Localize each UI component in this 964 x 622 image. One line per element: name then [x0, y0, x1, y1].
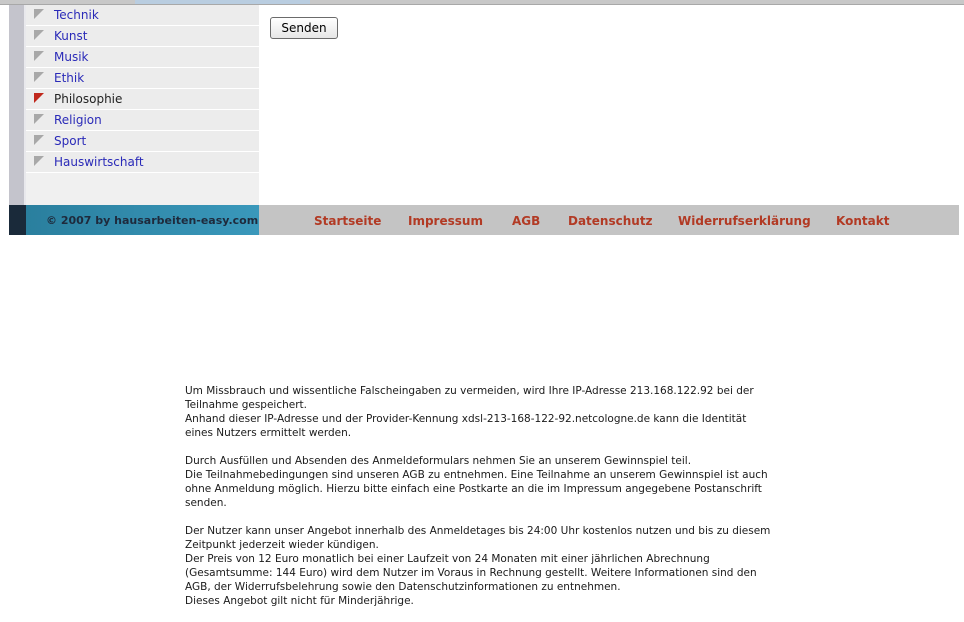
send-button[interactable]: Senden	[270, 17, 338, 39]
contest-paragraph	[185, 454, 785, 510]
footer-link-datenschutz[interactable]: Datenschutz	[568, 214, 653, 228]
sidebar-item-label[interactable]: Religion	[54, 113, 102, 127]
sidebar-item-ethik[interactable]	[26, 68, 259, 89]
sidebar-item-technik[interactable]	[26, 5, 259, 26]
footer-link-kontakt[interactable]: Kontakt	[836, 214, 890, 228]
ip-notice-paragraph	[185, 384, 785, 440]
top-bar-highlight	[135, 0, 310, 4]
copyright-text: © 2007 by hausarbeiten-easy.com	[46, 214, 259, 227]
text-line: Anhand dieser IP-Adresse und der Provider-Kennung xdsl-213-168-122-92.netcologne.de kann die Identität	[185, 413, 747, 425]
triangle-bullet-icon	[34, 72, 44, 82]
sidebar-item-label[interactable]: Kunst	[54, 29, 88, 43]
sidebar-item-sport[interactable]	[26, 131, 259, 152]
footer-link-agb[interactable]: AGB	[512, 214, 541, 228]
sidebar-item-label[interactable]: Philosophie	[54, 92, 123, 106]
sidebar-item-hauswirtschaft[interactable]	[26, 152, 259, 173]
triangle-bullet-icon	[34, 30, 44, 40]
sidebar-item-kunst[interactable]	[26, 26, 259, 47]
text-line: (Gesamtsumme: 144 Euro) wird dem Nutzer im Voraus in Rechnung gestellt. Weitere Informationen sind den	[185, 567, 757, 579]
sidebar-item-label[interactable]: Ethik	[54, 71, 85, 85]
text-line: Zeitpunkt jederzeit wieder kündigen.	[185, 539, 379, 551]
pricing-paragraph	[185, 524, 785, 608]
text-line: ohne Anmeldung möglich. Hierzu bitte einfach eine Postkarte an die im Impressum angegebene Postanschrift	[185, 483, 762, 495]
sidebar-item-label[interactable]: Musik	[54, 50, 89, 64]
text-line: Um Missbrauch und wissentliche Falscheingaben zu vermeiden, wird Ihre IP-Adresse 213.168.122.92 bei der	[185, 385, 754, 397]
footer-link-impressum[interactable]: Impressum	[408, 214, 483, 228]
text-line: eines Nutzers ermittelt werden.	[185, 427, 352, 439]
footer-nav	[259, 205, 959, 235]
sidebar-item-musik[interactable]	[26, 47, 259, 68]
triangle-bullet-icon	[34, 114, 44, 124]
text-line: Durch Ausfüllen und Absenden des Anmeldeformulars nehmen Sie an unserem Gewinnspiel teil.	[185, 455, 692, 467]
legal-info-text	[185, 384, 785, 622]
triangle-bullet-icon	[34, 9, 44, 19]
sidebar-item-label[interactable]: Hauswirtschaft	[54, 155, 144, 169]
footer-link-startseite[interactable]: Startseite	[314, 214, 382, 228]
sidebar-item-label[interactable]: Sport	[54, 134, 87, 148]
footer-copyright-bar	[26, 205, 259, 235]
text-line: Teilnahme gespeichert.	[185, 399, 307, 411]
text-line: Der Nutzer kann unser Angebot innerhalb des Anmeldetages bis 24:00 Uhr kostenlos nutzen und bis zu diesem	[185, 525, 771, 537]
footer-link-widerrufserklaerung[interactable]: Widerrufserklärung	[678, 214, 811, 228]
text-line: AGB, der Widerrufsbelehrung sowie den Datenschutzinformationen zu entnehmen.	[185, 581, 621, 593]
triangle-bullet-icon	[34, 51, 44, 61]
sidebar-item-religion[interactable]	[26, 110, 259, 131]
triangle-bullet-icon	[34, 135, 44, 145]
text-line: Dieses Angebot gilt nicht für Minderjährige.	[185, 595, 414, 607]
category-sidebar	[26, 5, 259, 205]
text-line: Die Teilnahmebedingungen sind unseren AGB zu entnehmen. Eine Teilnahme an unserem Gewinnspiel ist auch	[185, 469, 768, 481]
triangle-bullet-active-icon	[34, 93, 44, 103]
footer-dark-block	[9, 205, 26, 235]
text-line: Der Preis von 12 Euro monatlich bei einer Laufzeit von 24 Monaten mit einer jährlichen Abrechnung	[185, 553, 710, 565]
triangle-bullet-icon	[34, 156, 44, 166]
left-decorative-strip	[9, 5, 24, 205]
sidebar-item-label[interactable]: Technik	[54, 8, 99, 22]
sidebar-item-philosophie[interactable]	[26, 89, 259, 110]
text-line: senden.	[185, 497, 227, 509]
